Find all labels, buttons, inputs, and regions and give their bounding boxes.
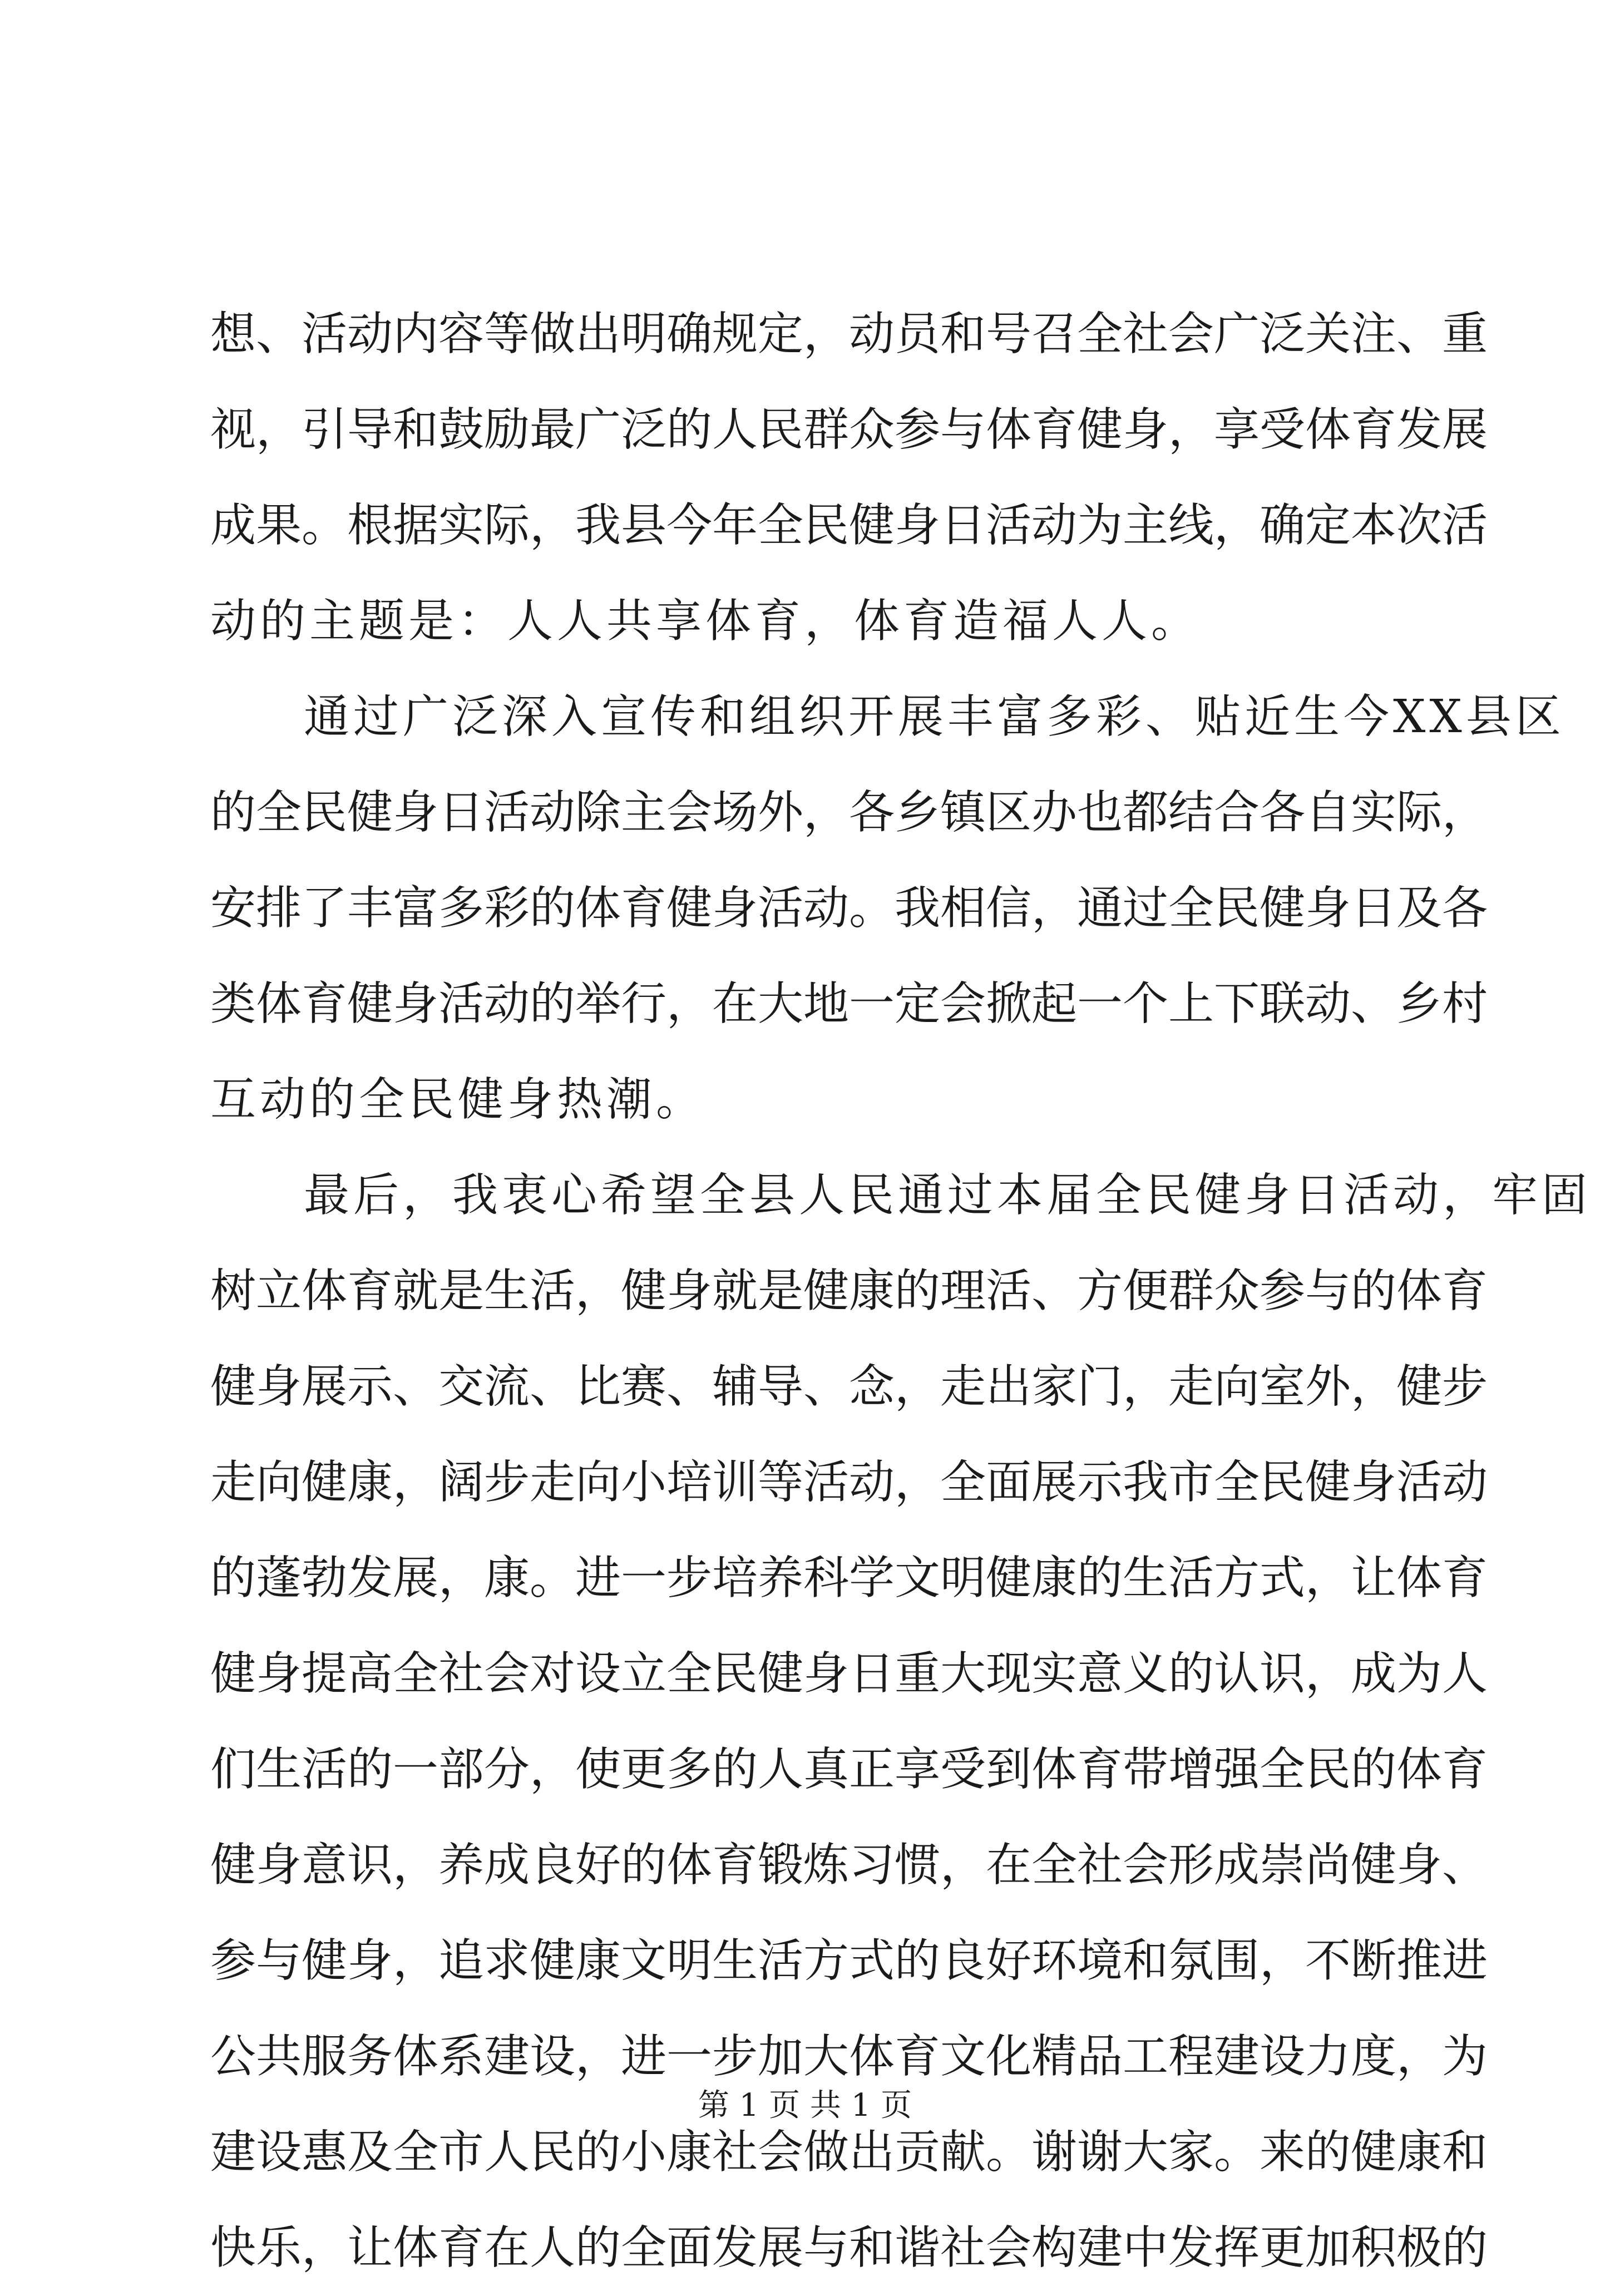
page-number-footer: 第 1 页 共 1 页 bbox=[698, 2087, 912, 2124]
text-line: 健身意识，养成良好的体育锻炼习惯，在全社会形成崇尚健身、 bbox=[210, 1839, 1488, 1892]
text-line: 快乐，让体育在人的全面发展与和谐社会构建中发挥更加积极的 bbox=[210, 2221, 1488, 2274]
text-line: 建设惠及全市人民的小康社会做出贡献。谢谢大家。来的健康和 bbox=[210, 2126, 1488, 2179]
text-line: 想、活动内容等做出明确规定，动员和号召全社会广泛关注、重 bbox=[210, 308, 1488, 361]
text-line: 树立体育就是生活，健身就是健康的理活、方便群众参与的体育 bbox=[210, 1265, 1488, 1317]
text-line: 健身提高全社会对设立全民健身日重大现实意义的认识，成为人 bbox=[210, 1647, 1488, 1700]
body-text bbox=[210, 287, 1592, 2296]
text-line: 公共服务体系建设，进一步加大体育文化精品工程建设力度，为 bbox=[210, 2030, 1488, 2083]
text-line: 成果。根据实际，我县今年全民健身日活动为主线，确定本次活 bbox=[210, 499, 1488, 552]
text-line: 类体育健身活动的举行，在大地一定会掀起一个上下联动、乡村 bbox=[210, 977, 1488, 1030]
text-line: 走向健康，阔步走向小培训等活动，全面展示我市全民健身活动 bbox=[210, 1456, 1488, 1509]
text-line: 通过广泛深入宣传和组织开展丰富多彩、贴近生今XX县区 bbox=[304, 690, 1565, 743]
text-line: 互动的全民健身热潮。 bbox=[210, 1073, 706, 1126]
text-line: 视，引导和鼓励最广泛的人民群众参与体育健身，享受体育发展 bbox=[210, 403, 1488, 456]
text-line: 参与健身，追求健康文明生活方式的良好环境和氛围，不断推进 bbox=[210, 1934, 1488, 1987]
text-line: 安排了丰富多彩的体育健身活动。我相信，通过全民健身日及各 bbox=[210, 882, 1488, 935]
text-line: 动的主题是：人人共享体育，体育造福人人。 bbox=[210, 595, 1201, 648]
text-line: 的蓬勃发展，康。进一步培养科学文明健康的生活方式，让体育 bbox=[210, 1552, 1488, 1604]
text-line: 健身展示、交流、比赛、辅导、念，走出家门，走向室外，健步 bbox=[210, 1360, 1488, 1413]
text-line: 最后，我衷心希望全县人民通过本届全民健身日活动，牢固 bbox=[304, 1169, 1592, 1222]
text-line: 们生活的一部分，使更多的人真正享受到体育带增强全民的体育 bbox=[210, 1743, 1488, 1796]
text-line: 的全民健身日活动除主会场外，各乡镇区办也都结合各自实际， bbox=[210, 786, 1488, 839]
